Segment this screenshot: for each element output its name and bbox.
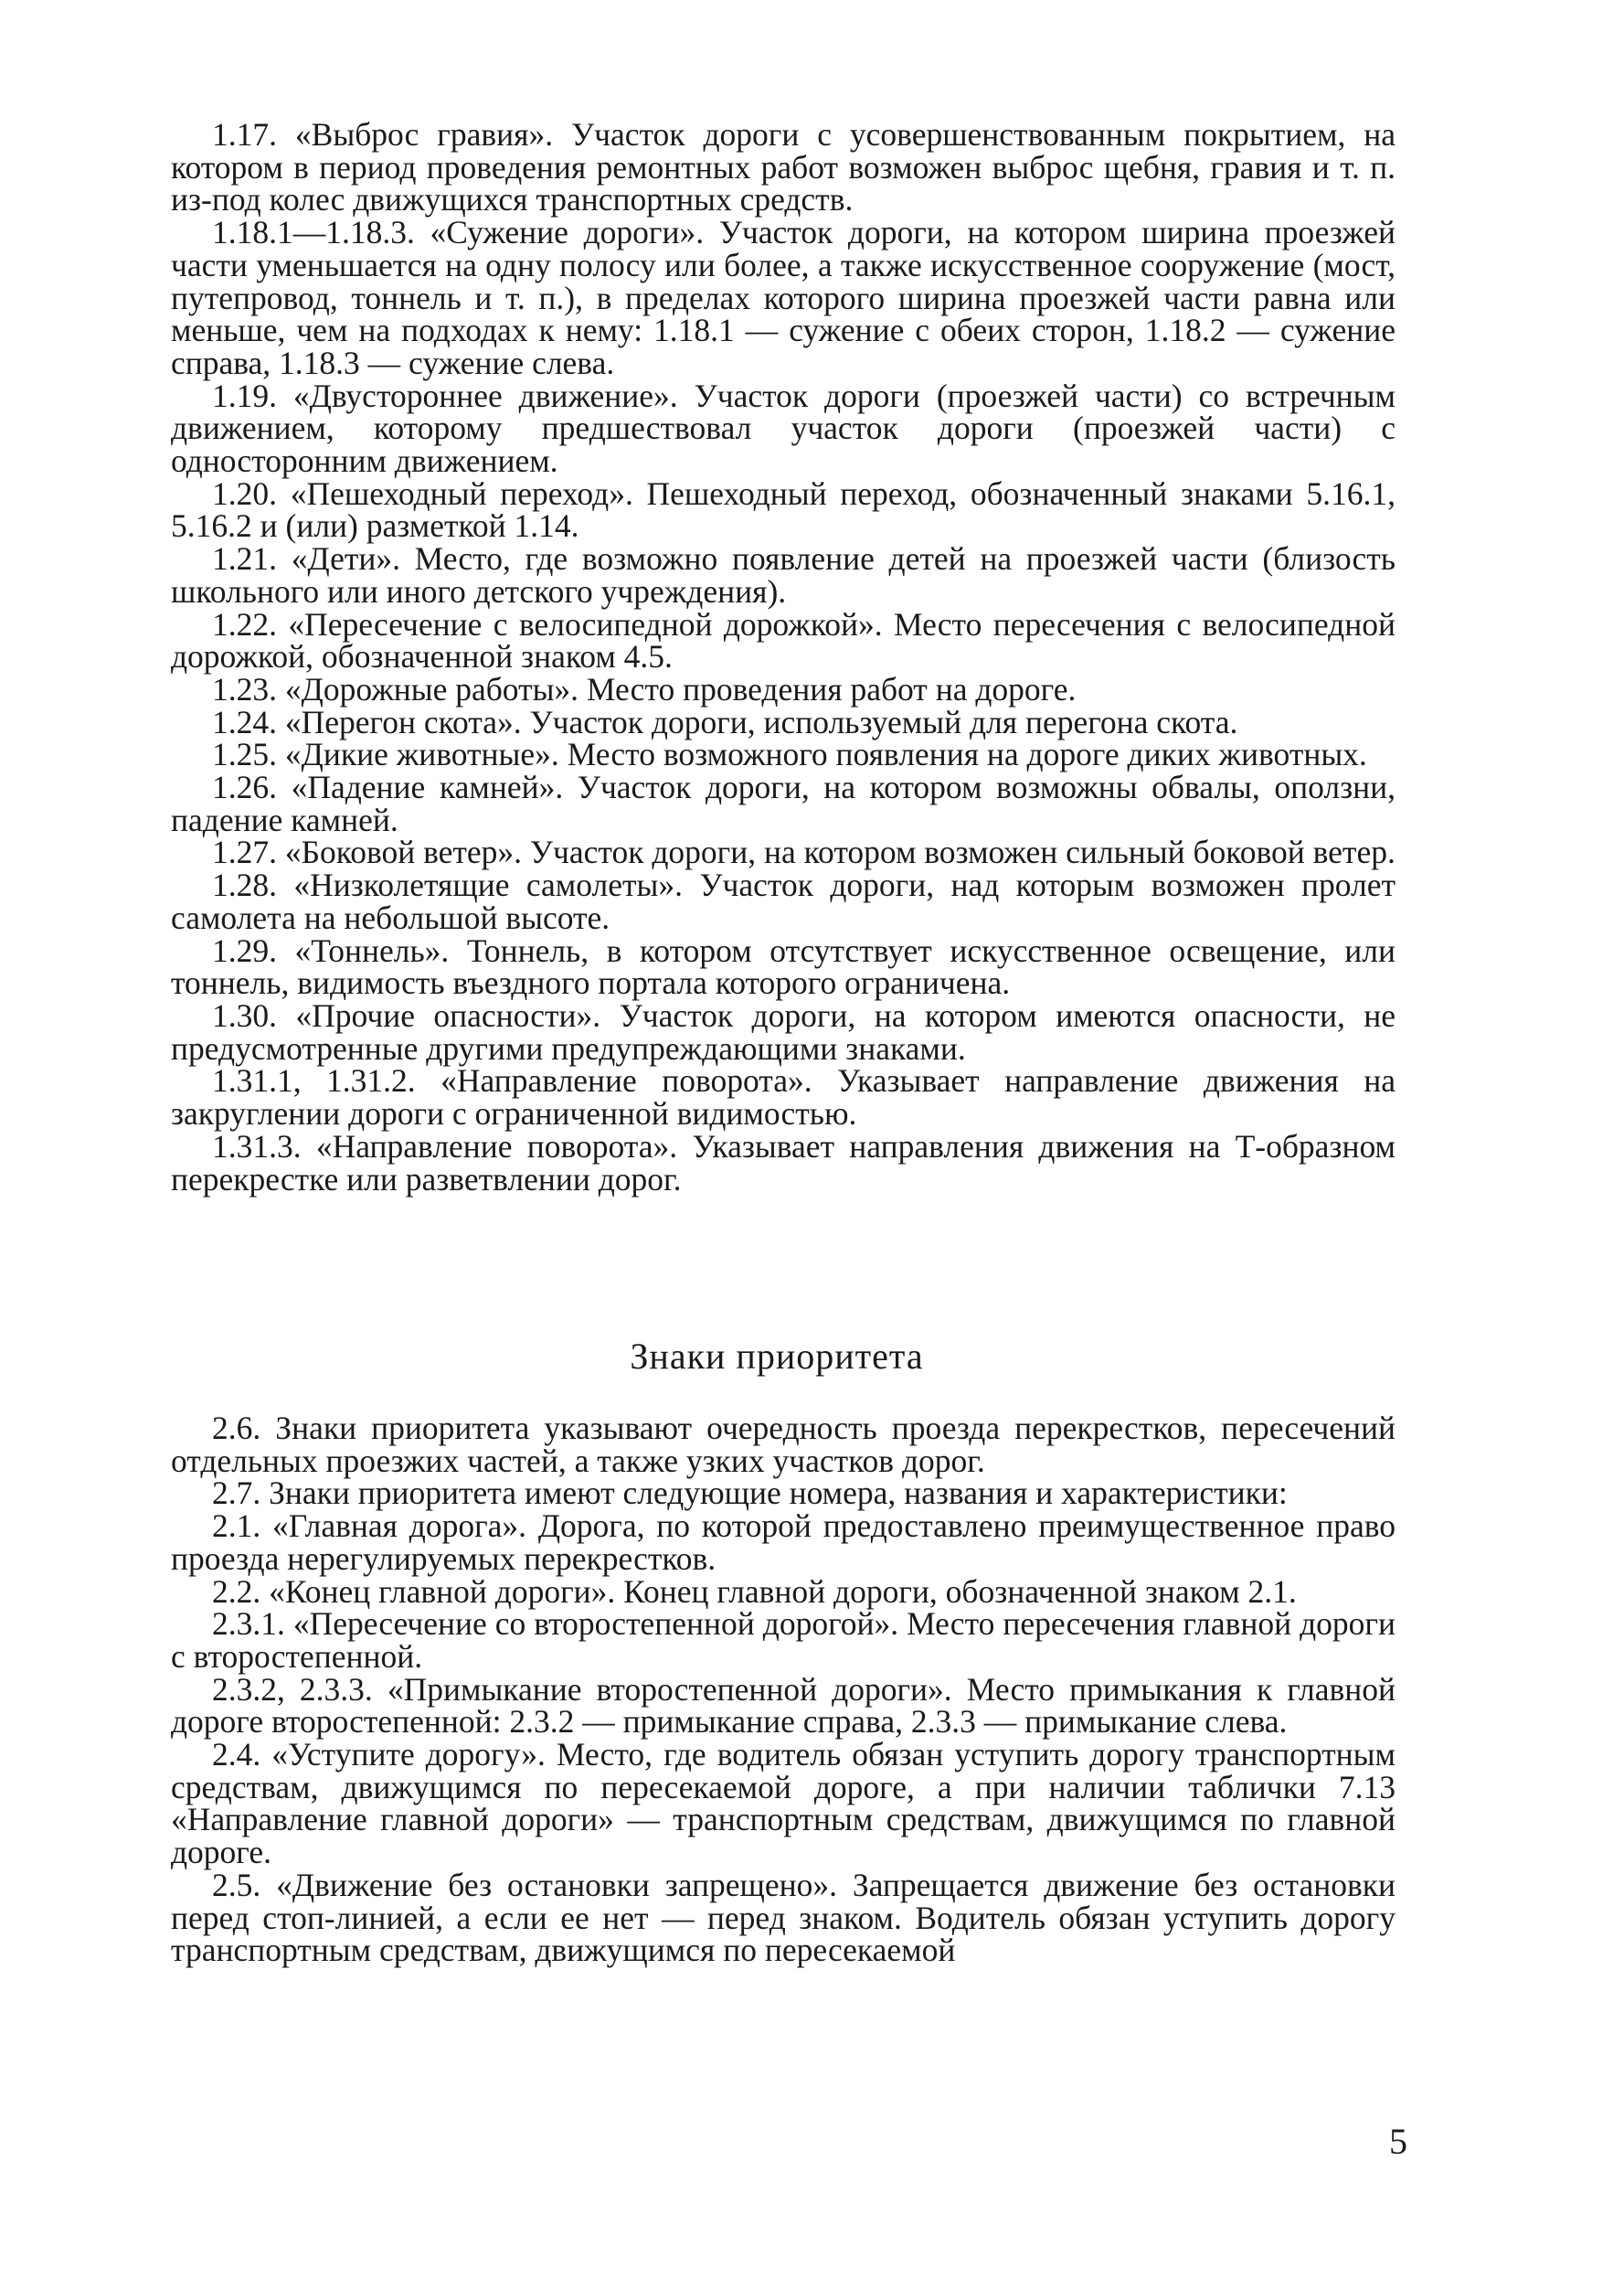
paragraph-1-30: 1.30. «Прочие опасности». Участок дороги, на котором имеются опасности, не предусмотренные другими предупреждающими знаками.: [171, 996, 1396, 1067]
paragraph-1-28: 1.28. «Низколетящие самолеты». Участок дороги, над которым возможен пролет самолета на небольшой высоте.: [171, 867, 1396, 936]
paragraph-1-27: 1.27. «Боковой ветер». Участок дороги, на котором возможен сильный боковой ветер.: [212, 834, 1396, 871]
paragraph-2-6: 2.6. Знаки приоритета указывают очередность проезда перекрестков, пересечений отдельных проезжих частей, а также узких участков дорог.: [171, 1410, 1396, 1479]
paragraph-1-17: 1.17. «Выброс гравия». Участок дороги с усовершенствованным покрытием, на котором в период проведения ремонтных работ возможен выброс щебня, гравия и т. п. из-под колес движущихся транспортных средств.: [171, 116, 1396, 218]
paragraph-2-3-2: 2.3.2, 2.3.3. «Примыкание второстепенной дороги». Место примыкания к главной дороге второстепенной: 2.3.2 — примыкание справа, 2.3.3 — примыкание слева.: [171, 1670, 1396, 1741]
paragraph-1-31-3: 1.31.3. «Направление поворота». Указывает направления движения на Т-образном перекрестке или разветвлении дорог.: [171, 1127, 1396, 1198]
warning-signs-section: [171, 116, 1396, 1198]
paragraph-2-1: 2.1. «Главная дорога». Дорога, по которой предоставлено преимущественное право проезда нерегулируемых перекрестков.: [171, 1507, 1396, 1577]
paragraph-1-23: 1.23. «Дорожные работы». Место проведения работ на дороге.: [212, 670, 1077, 708]
paragraph-1-24: 1.24. «Перегон скота». Участок дороги, используемый для перегона скота.: [212, 703, 1238, 740]
section-heading: Знаки приоритета: [630, 1336, 924, 1377]
paragraph-1-26: 1.26. «Падение камней». Участок дороги, на котором возможны обвалы, оползни, падение камней.: [171, 769, 1396, 838]
paragraph-1-18: 1.18.1—1.18.3. «Сужение дороги». Участок дороги, на котором ширина проезжей части уменьшается на одну полосу или более, а также искусственное сооружение (мост, путепровод, тоннель и т. п.), в пределах которого ширина проезжей части равна или меньше, чем на подходах к нему: 1.18.1 — сужение с обеих сторон, 1.18.2 — сужение справа, 1.18.3 — сужение слева.: [171, 214, 1396, 381]
paragraph-1-25: 1.25. «Дикие животные». Место возможного появления на дороге диких животных.: [212, 736, 1367, 773]
paragraph-1-22: 1.22. «Пересечение с велосипедной дорожкой». Место пересечения с велосипедной дорожкой, обозначенной знаком 4.5.: [171, 605, 1396, 676]
paragraph-2-2: 2.2. «Конец главной дороги». Конец главной дороги, обозначенной знаком 2.1.: [212, 1572, 1297, 1610]
paragraph-1-31-1: 1.31.1, 1.31.2. «Направление поворота». Указывает направление движения на закруглении дороги с ограниченной видимостью.: [171, 1062, 1396, 1133]
paragraph-2-7: 2.7. Знаки приоритета имеют следующие номера, названия и характеристики:: [212, 1475, 1288, 1512]
page-number: 5: [1389, 2121, 1407, 2162]
priority-signs-section: [171, 1412, 1396, 1967]
paragraph-1-29: 1.29. «Тоннель». Тоннель, в котором отсутствует искусственное освещение, или тоннель, видимость въездного портала которого ограничена.: [171, 932, 1396, 1002]
paragraph-1-20: 1.20. «Пешеходный переход». Пешеходный переход, обозначенный знаками 5.16.1, 5.16.2 и (или) разметкой 1.14.: [171, 474, 1396, 545]
paragraph-2-4: 2.4. «Уступите дорогу». Место, где водитель обязан уступить дорогу транспортным средствам, движущимся по пересекаемой дороге, а при наличии таблички 7.13 «Направление главной дороги» — транспортным средствам, движущимся по главной дороге.: [171, 1736, 1396, 1871]
paragraph-2-5: 2.5. «Движение без остановки запрещено». Запрещается движение без остановки перед стоп-линией, а если ее нет — перед знаком. Водитель обязан уступить дорогу транспортным средствам, движущимся по пересекаемой: [171, 1866, 1396, 1969]
paragraph-1-21: 1.21. «Дети». Место, где возможно появление детей на проезжей части (близость школьного или иного детского учреждения).: [171, 540, 1396, 610]
paragraph-2-3-1: 2.3.1. «Пересечение со второстепенной дорогой». Место пересечения главной дороги с второстепенной.: [171, 1605, 1396, 1675]
paragraph-1-19: 1.19. «Двустороннее движение». Участок дороги (проезжей части) со встречным движением, которому предшествовал участок дороги (проезжей части) с односторонним движением.: [171, 377, 1396, 480]
